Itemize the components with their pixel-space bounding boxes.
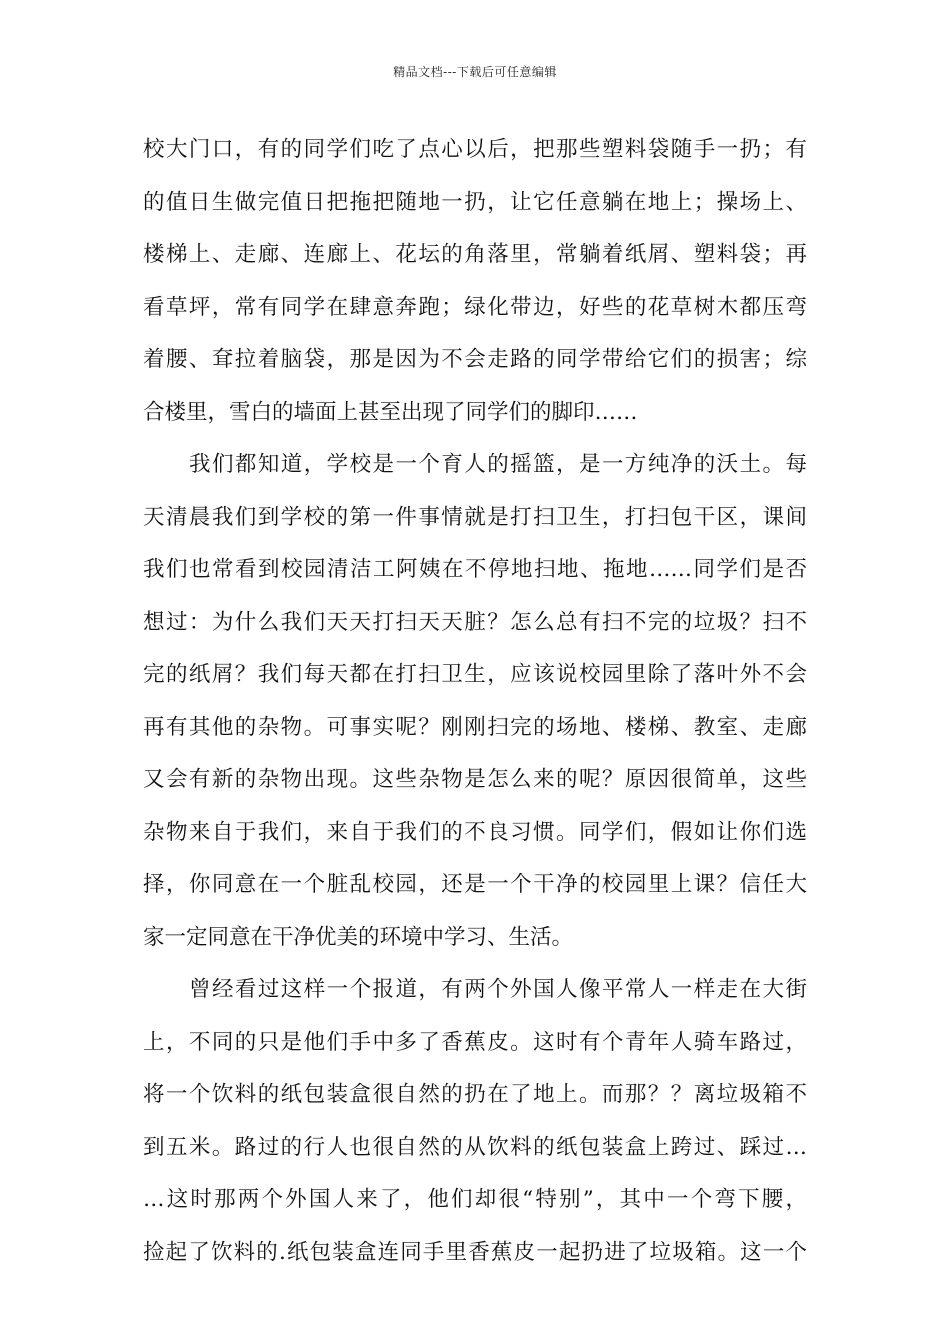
text-line: 我们都知道，学校是一个育人的摇篮，是一方纯净的沃土。每: [189, 452, 807, 477]
text-line: 天清晨我们到学校的第一件事情就是打扫卫生，打扫包干区，课间: [143, 504, 807, 530]
text-line: 择，你同意在一个脏乱校园，还是一个干净的校园里上课？信任大: [143, 872, 807, 897]
text-line: 到五米。路过的行人也很自然的从饮料的纸包装盒上跨过、踩过…: [143, 1134, 807, 1160]
text-line: 楼梯上、走廊、连廊上、花坛的角落里，常躺着纸屑、塑料袋；再: [143, 242, 807, 267]
text-line: 上，不同的只是他们手中多了香蕉皮。这时有个青年人骑车路过，: [143, 1029, 807, 1055]
text-line: 合楼里，雪白的墙面上甚至出现了同学们的脚印……: [143, 399, 638, 425]
page-header: 精品文档---下载后可任意编辑: [393, 65, 557, 79]
text-line: 我们也常看到校园清洁工阿姨在不停地扫地、拖地……同学们是否: [143, 557, 807, 582]
text-line: 又会有新的杂物出现。这些杂物是怎么来的呢？原因很简单，这些: [143, 767, 807, 792]
body-text: [143, 124, 807, 1279]
text-line: …这时那两个外国人来了，他们却很“特别”，其中一个弯下腰，: [143, 1187, 807, 1212]
text-line: 杂物来自于我们，来自于我们的不良习惯。同学们，假如让你们选: [143, 819, 807, 845]
text-line: 捡起了饮料的.纸包装盒连同手里香蕉皮一起扔进了垃圾箱。这一个: [143, 1239, 807, 1265]
text-line: 校大门口，有的同学们吃了点心以后，把那些塑料袋随手一扔；有: [143, 137, 807, 162]
text-line: 家一定同意在干净优美的环境中学习、生活。: [143, 924, 574, 950]
text-line: 想过：为什么我们天天打扫天天脏？怎么总有扫不完的垃圾？扫不: [143, 609, 807, 635]
text-line: 着腰、耷拉着脑袋，那是因为不会走路的同学带给它们的损害；综: [143, 347, 807, 372]
text-line: 完的纸屑？我们每天都在打扫卫生，应该说校园里除了落叶外不会: [143, 662, 807, 687]
text-line: 再有其他的杂物。可事实呢？刚刚扫完的场地、楼梯、教室、走廊: [143, 714, 807, 740]
text-line: 将一个饮料的纸包装盒很自然的扔在了地上。而那？？离垃圾箱不: [143, 1082, 807, 1107]
text-line: 的值日生做完值日把拖把随地一扔，让它任意躺在地上；操场上、: [143, 189, 807, 215]
text-line: 曾经看过这样一个报道，有两个外国人像平常人一样走在大街: [189, 977, 807, 1002]
text-line: 看草坪，常有同学在肆意奔跑；绿化带边，好些的花草树木都压弯: [143, 294, 807, 320]
